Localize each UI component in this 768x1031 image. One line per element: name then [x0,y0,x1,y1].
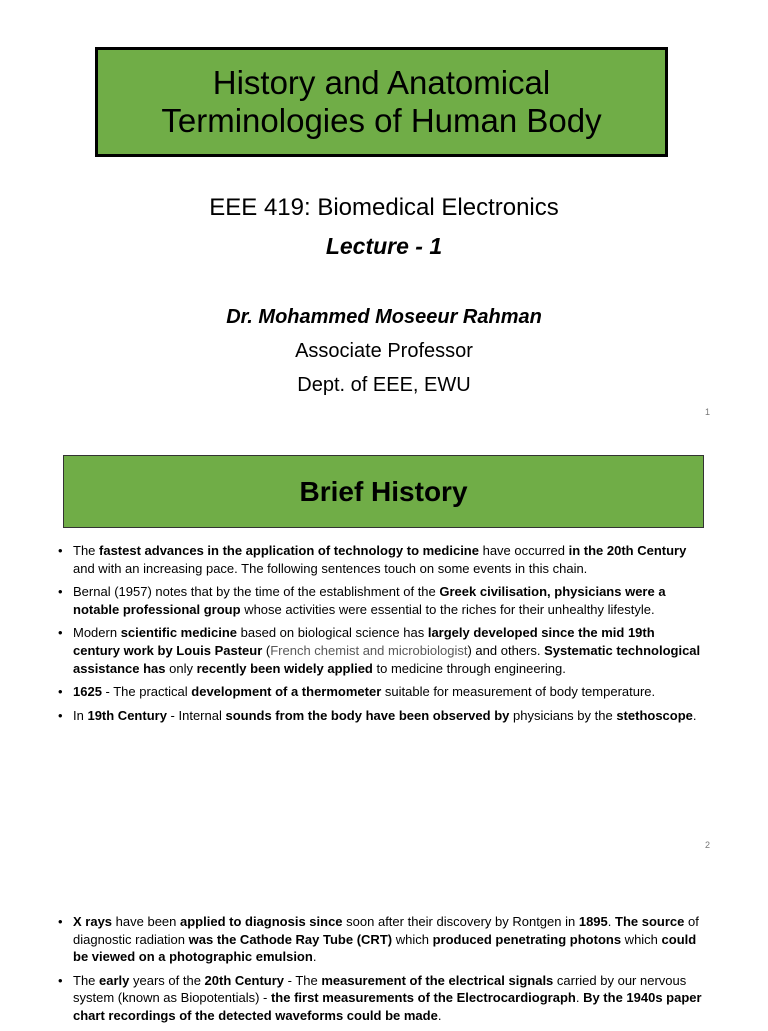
bullet-text: have been [112,914,180,929]
bullet-text: suitable for measurement of body temperature. [381,684,656,700]
bullet-text: years of the [129,972,205,988]
author-position: Associate Professor [295,340,473,362]
bullet-text: - Internal [166,707,226,723]
bullet-text: only [165,660,197,676]
page-number: 2 [704,840,710,850]
bold-text: could be viewed on a photographic emulsion [73,931,697,965]
bullet-item [55,583,705,618]
bold-text: stethoscope [616,707,693,723]
bullet-text: In [73,707,88,723]
bullet-item [55,683,705,701]
bullet-text: - The [284,972,322,988]
bold-text: development of a thermometer [191,684,382,700]
bullet-dot-icon: • [58,914,63,929]
bullet-text: - The practical [101,684,192,700]
bullet-dot-icon: • [58,707,63,723]
bullet-list [55,542,705,730]
bold-text: was the Cathode Ray Tube (CRT) [188,931,393,947]
bullet-item [55,972,705,1025]
bullet-dot-icon: • [58,972,63,988]
bullet-text: The [73,543,100,558]
bold-text: Greek civilisation, physicians were a notable professional group [73,584,666,617]
bold-text: By the 1940s paper chart recordings of the detected waveforms could be made [73,990,702,1023]
bold-text: Systematic technological assistance has [73,642,701,676]
bold-text: 20th Century [204,972,285,988]
bold-text: largely developed since the mid 19th century work by Louis Pasteur [73,625,655,658]
bold-text: sounds from the body have been observed by [225,707,510,723]
bullet-dot-icon: • [58,625,63,641]
bullet-text: physicians by the [509,707,617,723]
bullet-dot-icon: • [58,684,63,700]
author-name: Dr. Mohammed Moseeur Rahman [226,306,542,328]
bullet-text: ) and others. [467,642,545,658]
page-number: 1 [704,407,710,417]
bullet-text: The [73,972,100,988]
bullet-text: . [312,949,317,965]
bold-text: scientific medicine [120,625,238,641]
bold-text: the first measurements of the Electrocardiograph [270,990,576,1006]
bullet-text: carried by our nervous system (known as Biopotentials) - [73,972,687,1006]
bullet-text: . [692,707,697,723]
bullet-item [55,913,705,966]
bold-text: 1625 [73,684,102,700]
slide-title: History and Anatomical Terminologies of Human Body [95,47,668,157]
bullet-text: . [437,1007,442,1023]
bullet-item [55,542,705,577]
bold-text: recently been widely applied [196,660,373,676]
bullet-list [55,913,705,1031]
bold-text: The source [615,914,685,929]
bullet-text: and with an increasing pace. The following sentences touch on some events in this chain. [73,560,588,576]
title-slide [0,0,768,432]
bullet-text: whose activities were essential to the riches for their unhealthy lifestyle. [240,601,655,617]
bullet-text: French chemist and microbiologist [270,642,468,658]
bold-text: 1895 [578,914,608,929]
bullet-text: . [575,990,584,1006]
bullet-text: which [392,931,433,947]
lecture-number: Lecture - 1 [325,233,443,259]
bold-text: applied to diagnosis since [180,914,343,929]
bullet-text: soon after their discovery by Rontgen in [342,914,579,929]
bold-text: produced penetrating photons [432,931,622,947]
bullet-text: ( [262,642,271,658]
bullet-text: Modern [73,625,121,641]
bullet-dot-icon: • [58,584,63,600]
bullet-text: which [621,931,662,947]
author-department: Dept. of EEE, EWU [297,374,471,396]
bullet-item [55,624,705,677]
bullet-text: to medicine through engineering. [372,660,566,676]
history-slide [0,432,768,864]
bold-text: measurement of the electrical signals [321,972,554,988]
bullet-dot-icon: • [58,543,63,558]
bold-text: fastest advances in the application of technology to medicine [99,543,479,558]
history-continued-slide [0,864,768,1024]
slide-heading: Brief History [63,455,704,528]
bold-text: in the 20th Century [568,543,687,558]
bullet-text: Bernal (1957) notes that by the time of the establishment of the [73,584,440,600]
bullet-text: of diagnostic radiation [73,914,699,947]
course-name: EEE 419: Biomedical Electronics [209,194,559,221]
bullet-text: based on biological science has [237,625,428,641]
bold-text: X rays [73,914,113,929]
bold-text: early [99,972,130,988]
bullet-item [55,707,705,725]
bold-text: 19th Century [87,707,167,723]
bullet-text: . [607,914,615,929]
bullet-text: have occurred [478,543,569,558]
